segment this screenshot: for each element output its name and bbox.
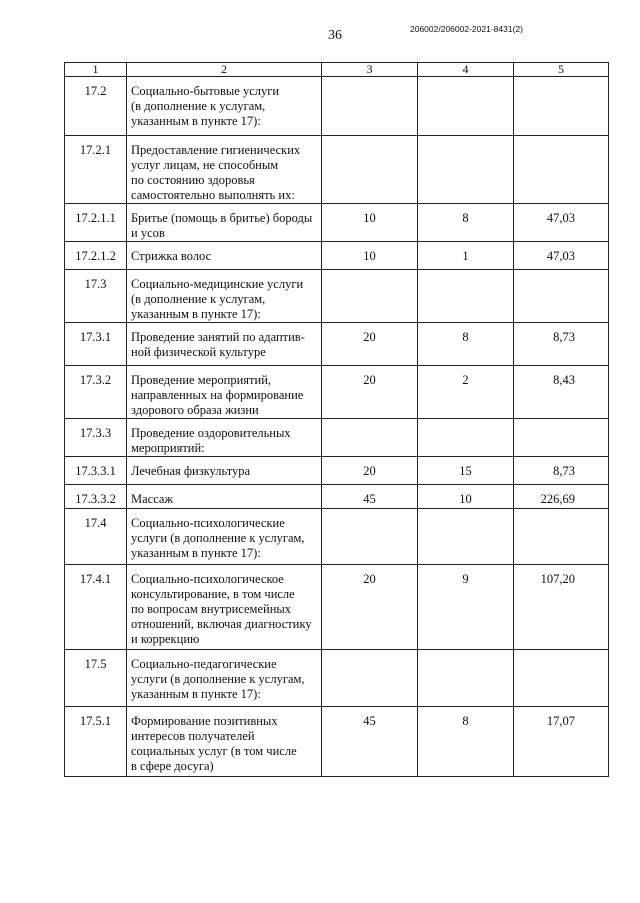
cell-service-description: Массаж — [127, 485, 322, 509]
document-code: 206002/206002-2021-8431(2) — [410, 24, 523, 34]
table-row — [65, 270, 609, 323]
cell-price — [514, 419, 609, 457]
cell-price — [514, 509, 609, 565]
table-row — [65, 242, 609, 270]
cell-item-number: 17.4 — [65, 509, 127, 565]
cell-column-3: 45 — [322, 485, 418, 509]
cell-item-number: 17.3.3.2 — [65, 485, 127, 509]
cell-price: 8,73 — [514, 457, 609, 485]
cell-item-number: 17.3.3.1 — [65, 457, 127, 485]
page-number: 36 — [328, 28, 342, 43]
cell-item-number: 17.5.1 — [65, 707, 127, 777]
cell-price — [514, 77, 609, 136]
cell-column-3 — [322, 270, 418, 323]
cell-service-description: Предоставление гигиенических услуг лицам, не способным по состоянию здоровья самостоятельно выполнять их: — [127, 136, 322, 204]
cell-column-4 — [418, 270, 514, 323]
cell-item-number: 17.2.1 — [65, 136, 127, 204]
table-row — [65, 323, 609, 366]
cell-column-3: 10 — [322, 204, 418, 242]
cell-column-3 — [322, 509, 418, 565]
cell-column-4: 2 — [418, 366, 514, 419]
cell-column-4: 9 — [418, 565, 514, 650]
cell-price: 47,03 — [514, 204, 609, 242]
header-cell: 2 — [127, 63, 322, 77]
cell-service-description: Социально-психологические услуги (в дополнение к услугам, указанным в пункте 17): — [127, 509, 322, 565]
table-row — [65, 565, 609, 650]
cell-column-3 — [322, 650, 418, 707]
cell-price: 47,03 — [514, 242, 609, 270]
cell-column-4: 15 — [418, 457, 514, 485]
cell-service-description: Формирование позитивных интересов получателей социальных услуг (в том числе в сфере досуга) — [127, 707, 322, 777]
cell-column-4 — [418, 650, 514, 707]
table-row — [65, 204, 609, 242]
cell-service-description: Проведение оздоровительных мероприятий: — [127, 419, 322, 457]
cell-item-number: 17.3.2 — [65, 366, 127, 419]
cell-service-description: Социально-медицинские услуги (в дополнение к услугам, указанным в пункте 17): — [127, 270, 322, 323]
table-row — [65, 77, 609, 136]
table-row — [65, 485, 609, 509]
cell-item-number: 17.2.1.2 — [65, 242, 127, 270]
table-row — [65, 457, 609, 485]
cell-price: 226,69 — [514, 485, 609, 509]
cell-price: 107,20 — [514, 565, 609, 650]
cell-column-4: 8 — [418, 323, 514, 366]
cell-service-description: Проведение мероприятий, направленных на формирование здорового образа жизни — [127, 366, 322, 419]
table-header-row — [65, 63, 609, 77]
cell-column-4 — [418, 509, 514, 565]
cell-column-3: 45 — [322, 707, 418, 777]
cell-price — [514, 136, 609, 204]
cell-column-3: 20 — [322, 457, 418, 485]
cell-column-3: 20 — [322, 323, 418, 366]
cell-service-description: Лечебная физкультура — [127, 457, 322, 485]
cell-item-number: 17.2 — [65, 77, 127, 136]
cell-service-description: Социально-бытовые услуги (в дополнение к услугам, указанным в пункте 17): — [127, 77, 322, 136]
cell-item-number: 17.2.1.1 — [65, 204, 127, 242]
cell-service-description: Проведение занятий по адаптив- ной физической культуре — [127, 323, 322, 366]
cell-column-4 — [418, 136, 514, 204]
table-body — [65, 77, 609, 777]
cell-column-4: 1 — [418, 242, 514, 270]
cell-column-4: 8 — [418, 707, 514, 777]
cell-column-3: 20 — [322, 565, 418, 650]
table-row — [65, 650, 609, 707]
table-row — [65, 136, 609, 204]
cell-item-number: 17.3.1 — [65, 323, 127, 366]
services-table — [64, 62, 609, 777]
table-row — [65, 509, 609, 565]
cell-price: 8,73 — [514, 323, 609, 366]
cell-item-number: 17.5 — [65, 650, 127, 707]
cell-service-description: Бритье (помощь в бритье) бороды и усов — [127, 204, 322, 242]
cell-column-3 — [322, 136, 418, 204]
header-cell: 3 — [322, 63, 418, 77]
cell-column-3 — [322, 419, 418, 457]
cell-column-4 — [418, 419, 514, 457]
cell-column-3: 20 — [322, 366, 418, 419]
cell-service-description: Стрижка волос — [127, 242, 322, 270]
cell-price — [514, 270, 609, 323]
cell-service-description: Социально-психологическое консультирование, в том числе по вопросам внутрисемейных отношений, включая диагностику и коррекцию — [127, 565, 322, 650]
header-cell: 1 — [65, 63, 127, 77]
cell-price: 8,43 — [514, 366, 609, 419]
cell-column-3 — [322, 77, 418, 136]
cell-column-4: 10 — [418, 485, 514, 509]
cell-item-number: 17.4.1 — [65, 565, 127, 650]
table-row — [65, 419, 609, 457]
cell-column-4: 8 — [418, 204, 514, 242]
header-cell: 5 — [514, 63, 609, 77]
cell-price: 17,07 — [514, 707, 609, 777]
cell-item-number: 17.3.3 — [65, 419, 127, 457]
cell-price — [514, 650, 609, 707]
cell-column-4 — [418, 77, 514, 136]
cell-column-3: 10 — [322, 242, 418, 270]
header-cell: 4 — [418, 63, 514, 77]
cell-service-description: Социально-педагогические услуги (в дополнение к услугам, указанным в пункте 17): — [127, 650, 322, 707]
table-row — [65, 366, 609, 419]
table-row — [65, 707, 609, 777]
cell-item-number: 17.3 — [65, 270, 127, 323]
